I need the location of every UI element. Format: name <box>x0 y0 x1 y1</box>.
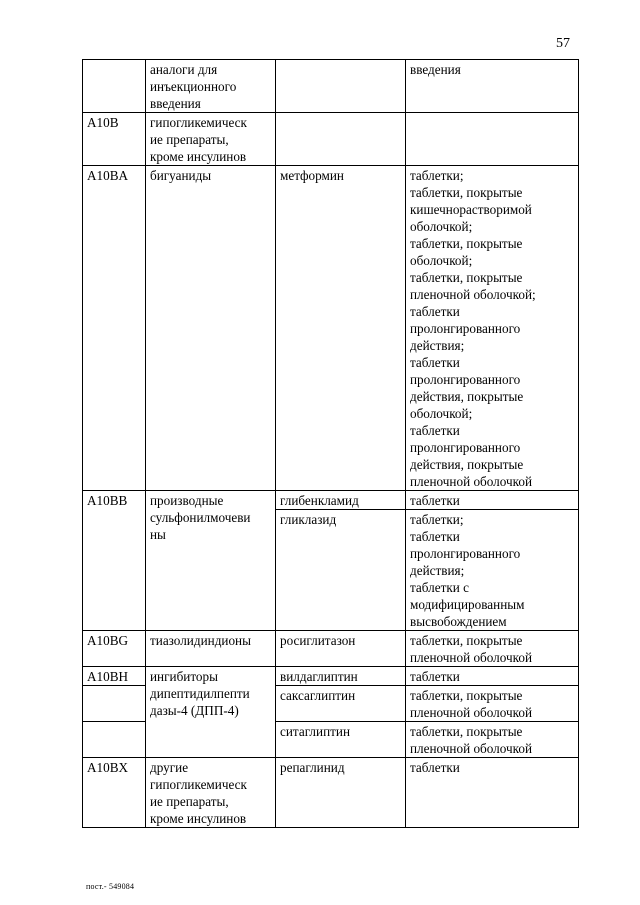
dosage-forms-cell: таблетки <box>406 758 579 828</box>
atc-code-cell: A10BH <box>83 667 146 686</box>
dosage-forms-cell: таблетки, покрытые пленочной оболочкой <box>406 722 579 758</box>
drug-name-cell: саксаглиптин <box>276 686 406 722</box>
drug-name-cell: репаглинид <box>276 758 406 828</box>
atc-code-cell: A10BX <box>83 758 146 828</box>
table-row <box>83 667 579 686</box>
drug-name-cell: росиглитазон <box>276 631 406 667</box>
pharmacological-group-cell: другие гипогликемическ ие препараты, кроме инсулинов <box>146 758 276 828</box>
page-number: 57 <box>556 36 570 51</box>
table-row <box>83 491 579 510</box>
drug-name-cell: метформин <box>276 166 406 491</box>
pharmacological-group-cell: тиазолидиндионы <box>146 631 276 667</box>
atc-code-cell <box>83 686 146 722</box>
dosage-forms-cell: таблетки, покрытые пленочной оболочкой <box>406 631 579 667</box>
dosage-forms-cell: таблетки <box>406 491 579 510</box>
drug-name-cell <box>276 60 406 113</box>
drug-name-cell: гликлазид <box>276 510 406 631</box>
table-row <box>83 60 579 113</box>
drug-name-cell <box>276 113 406 166</box>
drug-classification-table <box>82 59 579 828</box>
dosage-forms-cell: введения <box>406 60 579 113</box>
atc-code-cell: A10BB <box>83 491 146 631</box>
pharmacological-group-cell: гипогликемическ ие препараты, кроме инсулинов <box>146 113 276 166</box>
dosage-forms-cell: таблетки, покрытые пленочной оболочкой <box>406 686 579 722</box>
drug-name-cell: глибенкламид <box>276 491 406 510</box>
atc-code-cell <box>83 60 146 113</box>
drug-name-cell: ситаглиптин <box>276 722 406 758</box>
atc-code-cell: A10B <box>83 113 146 166</box>
atc-code-cell: A10BG <box>83 631 146 667</box>
table-row <box>83 113 579 166</box>
table-row <box>83 166 579 491</box>
document-footer-code: пост.- 549084 <box>86 882 135 891</box>
pharmacological-group-cell: бигуаниды <box>146 166 276 491</box>
dosage-forms-cell: таблетки <box>406 667 579 686</box>
dosage-forms-cell: таблетки; таблетки, покрытые кишечнорастворимой оболочкой; таблетки, покрытые оболочкой; таблетки, покрытые пленочной оболочкой; таблетки пролонгированного действия; таблетки пролонгированного действия, покрытые оболочкой; таблетки пролонгированного действия, покрытые пленочной оболочкой <box>406 166 579 491</box>
table-row <box>83 758 579 828</box>
pharmacological-group-cell: ингибиторы дипептидилпепти дазы-4 (ДПП-4) <box>146 667 276 758</box>
dosage-forms-cell: таблетки; таблетки пролонгированного действия; таблетки с модифицированным высвобождением <box>406 510 579 631</box>
drug-name-cell: вилдаглиптин <box>276 667 406 686</box>
atc-code-cell: A10BA <box>83 166 146 491</box>
table-row <box>83 631 579 667</box>
pharmacological-group-cell: аналоги для инъекционного введения <box>146 60 276 113</box>
atc-code-cell <box>83 722 146 758</box>
dosage-forms-cell <box>406 113 579 166</box>
pharmacological-group-cell: производные сульфонилмочеви ны <box>146 491 276 631</box>
